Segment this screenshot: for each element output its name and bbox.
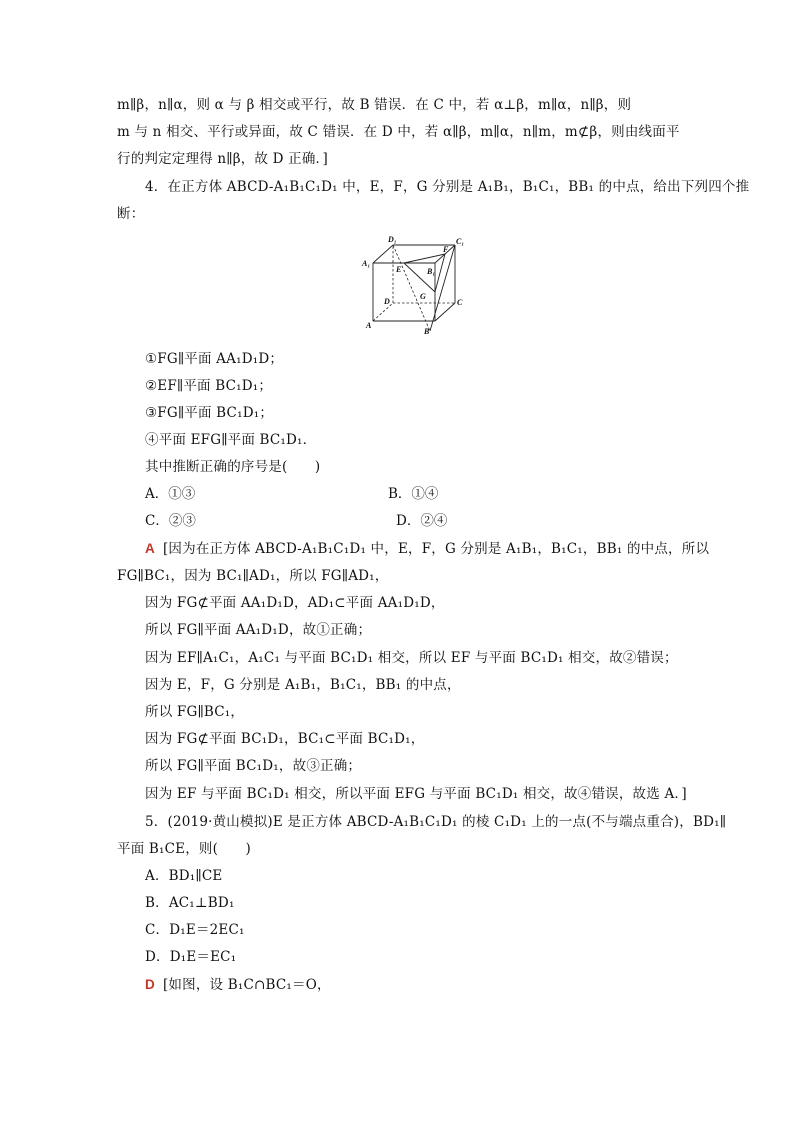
label-B: B <box>424 327 430 336</box>
q5-option-d: D．D₁E＝EC₁ <box>145 949 237 965</box>
q4-option-a: A．①③ <box>145 486 196 502</box>
question4-stem-line1: 4．在正方体 ABCD-A₁B₁C₁D₁ 中，E，F，G 分别是 A₁B₁，B₁C₁，BB₁ 的中点，给出下列四个推 <box>145 179 750 195</box>
q4-option-b: B．①④ <box>388 486 439 502</box>
question4-prompt: 其中推断正确的序号是( ) <box>145 459 321 475</box>
segment-C1B <box>430 245 455 331</box>
q5-option-c: C．D₁E＝2EC₁ <box>145 922 245 938</box>
solution3-line2: m 与 n 相交、平行或异面，故 C 错误．在 D 中，若 α∥β，m∥α，n∥m，m⊄β，则由线面平 <box>117 124 680 140</box>
question5-stem-line1: 5．(2019·黄山模拟)E 是正方体 ABCD-A₁B₁C₁D₁ 的棱 C₁D₁ 上的一点(不与端点重合)，BD₁∥ <box>145 814 727 830</box>
statement-3: ③FG∥平面 BC₁D₁； <box>145 405 274 421</box>
q5-option-b: B．AC₁⊥BD₁ <box>145 895 235 911</box>
solution4-line4: 所以 FG∥平面 AA₁D₁D，故①正确； <box>145 622 372 638</box>
solution4-line1 <box>145 539 715 559</box>
label-F: F <box>443 245 449 254</box>
solution3-line3: 行的判定定理得 n∥β，故 D 正确．] <box>117 151 328 167</box>
solution4-line8: 因为 FG⊄平面 BC₁D₁，BC₁⊂平面 BC₁D₁， <box>145 731 425 747</box>
label-C: C <box>457 298 463 307</box>
solution4-line6: 因为 E，F，G 分别是 A₁B₁，B₁C₁，BB₁ 的中点， <box>145 677 461 693</box>
edge-AD <box>373 303 393 321</box>
label-G: G <box>420 292 426 301</box>
solution4-line10: 因为 EF 与平面 BC₁D₁ 相交，所以平面 EFG 与平面 BC₁D₁ 相交，故④错误，故选 A．] <box>145 786 687 802</box>
segment-EF <box>404 254 445 263</box>
cube-figure <box>360 233 465 338</box>
label-C1: C₁ <box>456 237 465 246</box>
label-D1: D₁ <box>388 235 397 244</box>
edge-A1D1 <box>373 245 393 263</box>
statement-2: ②EF∥平面 BC₁D₁； <box>145 378 273 394</box>
solution5-answer: D <box>145 977 155 992</box>
statement-4: ④平面 EFG∥平面 BC₁D₁． <box>145 432 317 448</box>
label-D: D <box>384 297 390 306</box>
solution5-line1-text: [如图，设 B₁C∩BC₁＝O， <box>162 977 331 993</box>
solution4-line9: 所以 FG∥平面 BC₁D₁，故③正确； <box>145 758 362 774</box>
solution4-line3: 因为 FG⊄平面 AA₁D₁D，AD₁⊂平面 AA₁D₁D， <box>145 595 445 611</box>
solution4-line1-text: [因为在正方体 ABCD-A₁B₁C₁D₁ 中，E，F，G 分别是 A₁B₁，B₁C₁，BB₁ 的中点，所以 <box>162 541 710 557</box>
solution4-line2: FG∥BC₁，因为 BC₁∥AD₁，所以 FG∥AD₁， <box>117 568 389 584</box>
solution3-line1: m∥β，n∥α，则 α 与 β 相交或平行，故 B 错误．在 C 中，若 α⊥β，m∥α，n∥β，则 <box>117 97 632 113</box>
edge-D1B <box>393 245 430 331</box>
q4-option-d: D．②④ <box>396 513 448 529</box>
solution4-line5: 因为 EF∥A₁C₁，A₁C₁ 与平面 BC₁D₁ 相交，所以 EF 与平面 BC₁D₁ 相交，故②错误； <box>145 650 678 666</box>
question4-stem-line2: 断： <box>117 206 145 222</box>
label-B1: B₁ <box>427 267 436 276</box>
label-A1: A₁ <box>362 259 371 268</box>
solution4-answer: A <box>145 541 155 556</box>
statement-1: ①FG∥平面 AA₁D₁D； <box>145 351 284 367</box>
q5-option-a: A．BD₁∥CE <box>145 868 223 884</box>
solution4-line7: 所以 FG∥BC₁， <box>145 704 245 720</box>
q4-option-c: C．②③ <box>145 513 196 529</box>
solution5-line1 <box>145 975 715 995</box>
edge-BC <box>435 303 455 321</box>
label-E: E <box>396 265 402 274</box>
question5-stem-line2: 平面 B₁CE，则( ) <box>117 841 251 857</box>
label-A: A <box>366 321 372 330</box>
segment-FG <box>435 254 445 292</box>
